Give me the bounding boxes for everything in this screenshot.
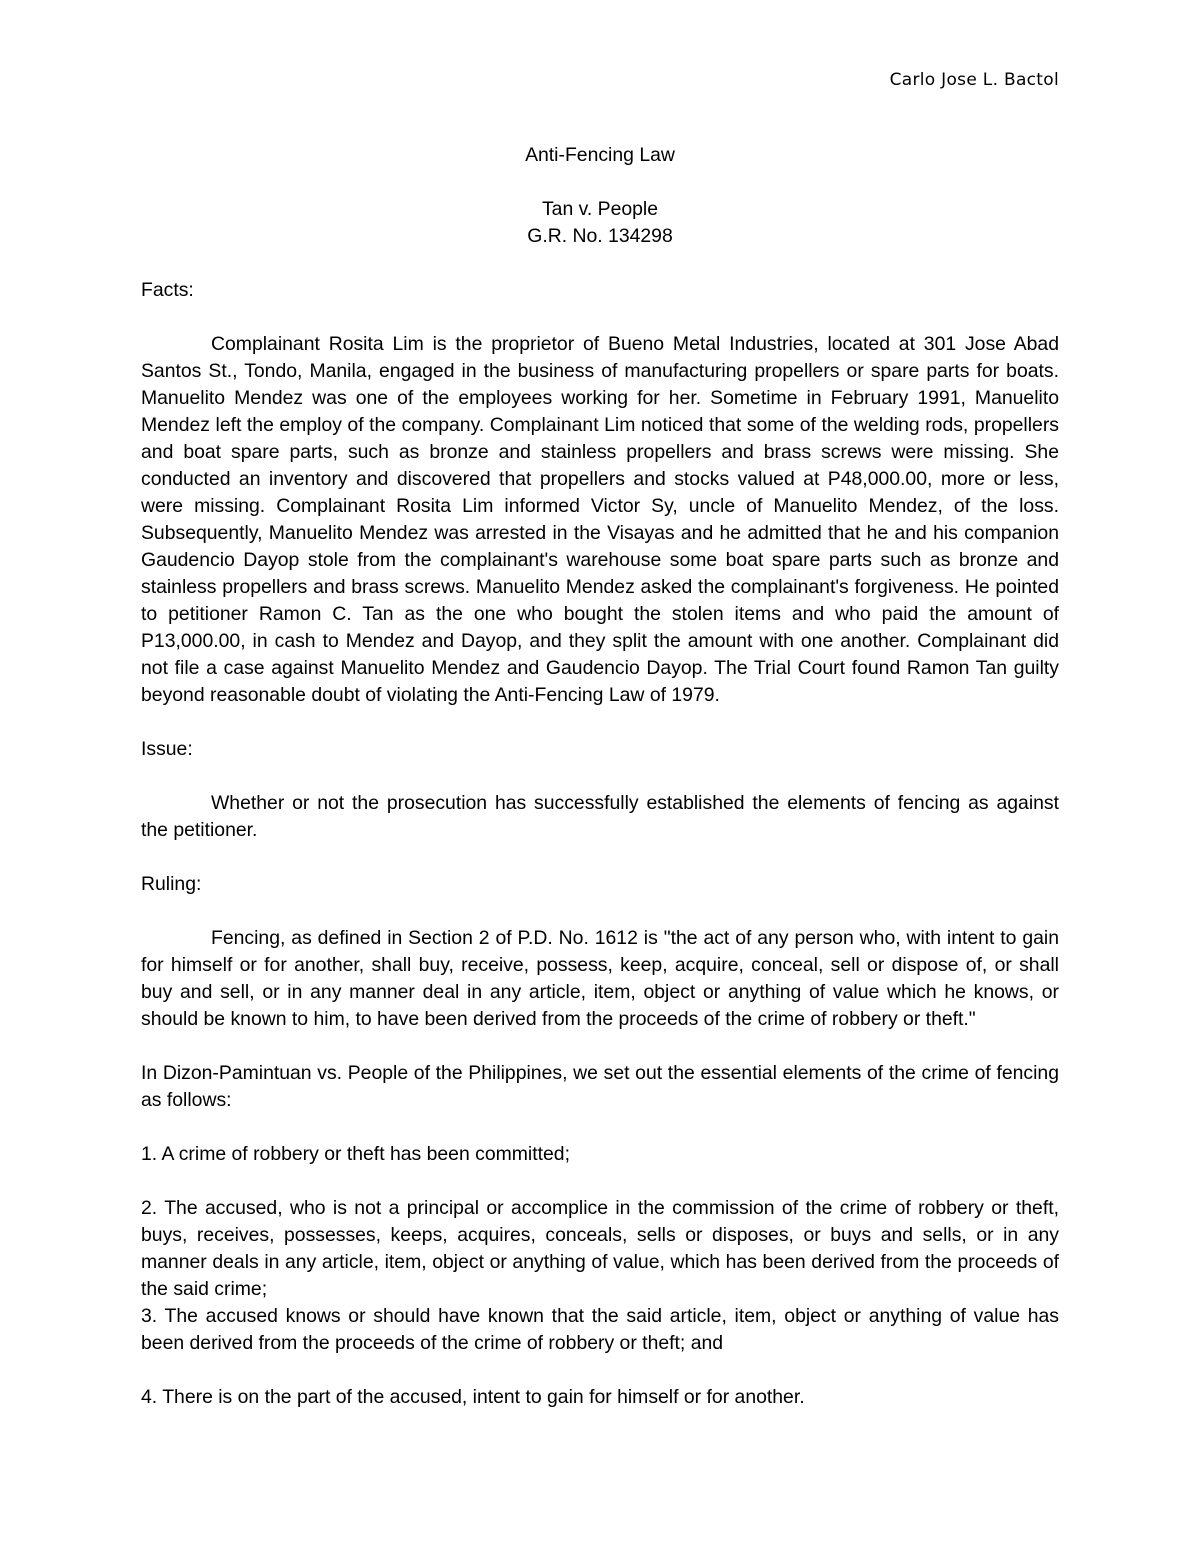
element-1-text: 1. A crime of robbery or theft has been committed; (141, 1143, 570, 1165)
facts-paragraph (141, 331, 1059, 709)
issue-heading: Issue: (141, 738, 193, 760)
case-number: G.R. No. 134298 (527, 225, 673, 247)
elements-intro-paragraph (141, 1060, 1059, 1114)
list-item (141, 1303, 1059, 1357)
document-title: Anti-Fencing Law (525, 144, 675, 166)
list-item (141, 1141, 1059, 1168)
list-item (141, 1384, 1059, 1411)
issue-paragraph (141, 790, 1059, 844)
ruling-paragraph (141, 925, 1059, 1033)
ruling-heading: Ruling: (141, 873, 202, 895)
ruling-text: Fencing, as defined in Section 2 of P.D. No. 1612 is "the act of any person who, with intent to gain for himself or for another, shall buy, receive, possess, keep, acquire, conceal, sell or dispose of, or shall buy and sell, or in any manner deal in any article, item, object or anything of value which he knows, or should be known to him, to have been derived from the proceeds of the crime of robbery or theft." (141, 927, 1059, 1030)
list-item (141, 1195, 1059, 1303)
author-name: Carlo Jose L. Bactol (889, 70, 1059, 90)
element-2-text: 2. The accused, who is not a principal or accomplice in the commission of the crime of robbery or theft, buys, receives, possesses, keeps, acquires, conceals, sells or disposes, or buys and sells, or in any manner deals in any article, item, object or anything of value, which has been derived from the proceeds of the said crime; (141, 1197, 1059, 1300)
element-4-text: 4. There is on the part of the accused, intent to gain for himself or for another. (141, 1386, 805, 1408)
elements-intro-text: In Dizon-Pamintuan vs. People of the Philippines, we set out the essential elements of the crime of fencing as follows: (141, 1062, 1059, 1111)
element-3-text: 3. The accused knows or should have known that the said article, item, object or anything of value has been derived from the proceeds of the crime of robbery or theft; and (141, 1305, 1059, 1354)
facts-heading: Facts: (141, 279, 194, 301)
case-name: Tan v. People (541, 198, 659, 220)
facts-text: Complainant Rosita Lim is the proprietor of Bueno Metal Industries, located at 301 Jose Abad Santos St., Tondo, Manila, engaged in the business of manufacturing propellers or spare parts for boats. Manuelito Mendez was one of the employees working for her. Sometime in February 1991, Manuelito Mendez left the employ of the company. Complainant Lim noticed that some of the welding rods, propellers and boat spare parts, such as bronze and stainless propellers and brass screws were missing. She conducted an inventory and discovered that propellers and stocks valued at P48,000.00, more or less, were missing. Complainant Rosita Lim informed Victor Sy, uncle of Manuelito Mendez, of the loss. Subsequently, Manuelito Mendez was arrested in the Visayas and he admitted that he and his companion Gaudencio Dayop stole from the complainant's warehouse some boat spare parts such as bronze and stainless propellers and brass screws. Manuelito Mendez asked the complainant's forgiveness. He pointed to petitioner Ramon C. Tan as the one who bought the stolen items and who paid the amount of P13,000.00, in cash to Mendez and Dayop, and they split the amount with one another. Complainant did not file a case against Manuelito Mendez and Gaudencio Dayop. The Trial Court found Ramon Tan guilty beyond reasonable doubt of violating the Anti-Fencing Law of 1979. (141, 333, 1059, 706)
issue-text: Whether or not the prosecution has successfully established the elements of fencing as against the petitioner. (141, 792, 1059, 841)
